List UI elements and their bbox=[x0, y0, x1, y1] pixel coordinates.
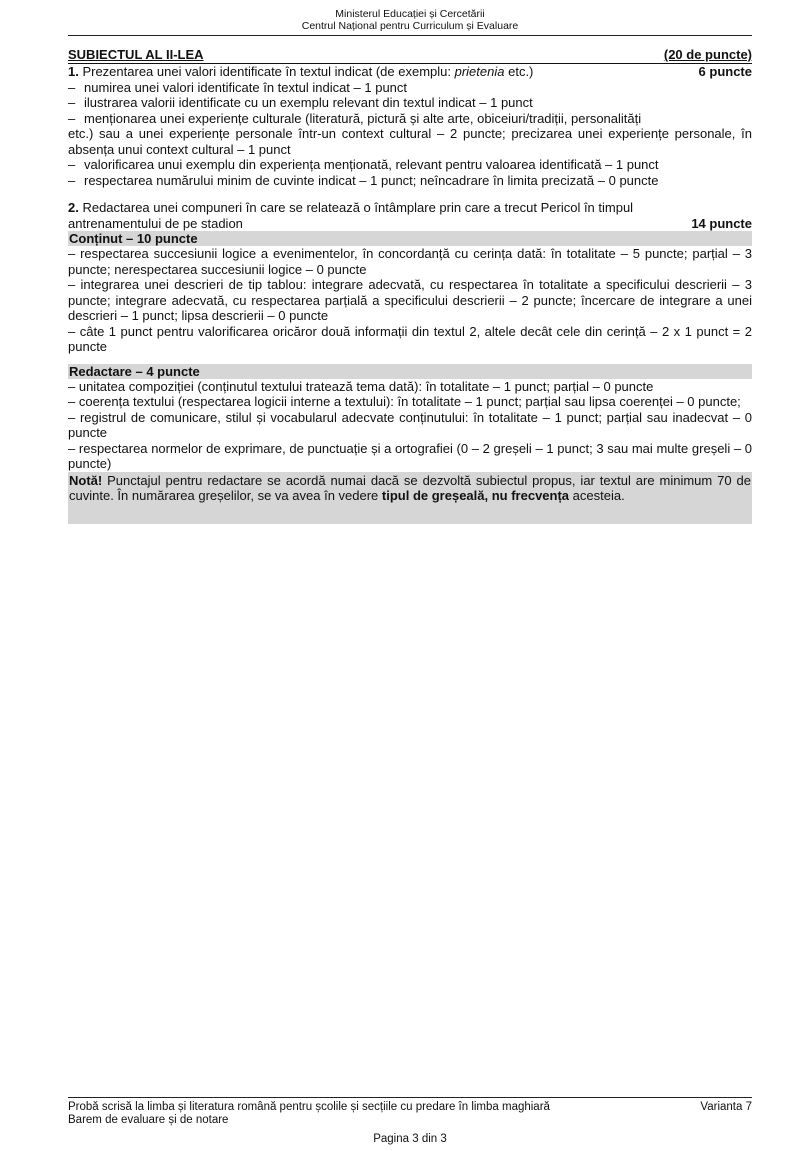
header-center: Centrul Național pentru Curriculum și Evaluare bbox=[301, 20, 519, 32]
item-1-bullet: – menționarea unei experiențe culturale (literatură, pictură și alte arte, obiceiuri/tradiții, personalități bbox=[68, 110, 642, 126]
note-box bbox=[68, 472, 752, 524]
item-2-number: 2. bbox=[68, 200, 79, 215]
subject-title: SUBIECTUL AL II-LEA bbox=[68, 47, 204, 62]
page-number: Pagina 3 din 3 bbox=[373, 1133, 447, 1145]
item-1-example: prietenia bbox=[454, 64, 505, 79]
redactare-criterion: – coerența textului (respectarea logicii interne a textului): în totalitate – 1 punct; parțial sau lipsa coerenței – 0 puncte; bbox=[68, 394, 741, 409]
header-divider bbox=[68, 35, 752, 36]
item-1 bbox=[68, 64, 752, 188]
item-1-text-b: etc.) bbox=[504, 64, 534, 79]
item-1-bullet: – respectarea numărului minim de cuvinte indicat – 1 punct; neîncadrare în limita precizată – 0 puncte bbox=[68, 172, 659, 188]
item-1-number: 1. bbox=[68, 64, 79, 79]
footer-divider bbox=[68, 1097, 752, 1098]
item-2-points: 14 puncte bbox=[691, 215, 752, 231]
redactare-criterion: – respectarea normelor de exprimare, de punctuație și a ortografiei (0 – 2 greșeli – 1 punct; 3 sau mai multe greșeli – 0 puncte) bbox=[68, 440, 752, 471]
continut-criterion: – integrarea unei descrieri de tip tablou: integrare adecvată, cu respectarea în totalitate a specificului descrierii – 3 puncte; integrare adecvată, cu respectarea parțială a specificului descrierii – 2 puncte; încercare de integrare a unei descrieri – 1 punct; lipsa descrierii – 0 puncte bbox=[68, 277, 752, 323]
redactare-criterion: – unitatea compoziției (conținutul textului tratează tema dată): în totalitate – 1 punct; parțial – 0 puncte bbox=[68, 378, 654, 394]
header-ministry: Ministerul Educației și Cercetării bbox=[335, 8, 485, 20]
continut-criterion: – respectarea succesiunii logice a evenimentelor, în concordanță cu cerința dată: în totalitate – 5 puncte; parțial – 3 puncte; nerespectarea succesiunii logice – 0 puncte bbox=[68, 246, 752, 277]
item-2-statement-line1: 2. Redactarea unei compuneri în care se relatează o întâmplare prin care a trecut Pericol în timpul bbox=[68, 200, 634, 215]
note-text-b: acesteia. bbox=[569, 488, 625, 503]
note-bold: tipul de greșeală, nu frecvența bbox=[381, 488, 570, 503]
item-2-statement-line2: antrenamentului de pe stadion 14 puncte bbox=[68, 215, 752, 231]
redactare-criterion: – registrul de comunicare, stilul și vocabularul adecvate conținutului: în totalitate – 1 punct; parțial sau inadecvat – 0 puncte bbox=[68, 409, 752, 440]
item-1-points: 6 puncte bbox=[698, 64, 752, 79]
item-2 bbox=[68, 200, 752, 524]
item-1-bullet: – valorificarea unui exemplu din experiența menționată, relevant pentru valoarea identificată – 1 punct bbox=[68, 157, 659, 172]
item-1-statement bbox=[68, 64, 752, 80]
note-text-a: Punctajul pentru redactare se acordă numai dacă se dezvoltă subiectul propus, iar textul are minimum 70 de cuvinte. În numărarea greșelilor, se va avea în vedere bbox=[69, 472, 751, 503]
item-1-bullet: – ilustrarea valorii identificate cu un exemplu relevant din textul indicat – 1 punct bbox=[68, 95, 533, 110]
page-footer bbox=[68, 1097, 752, 1146]
item-1-bullet: – numirea unei valori identificate în textul indicat – 1 punct bbox=[68, 79, 408, 95]
redactare-heading: Redactare – 4 puncte bbox=[68, 364, 752, 379]
footer-exam-name: Probă scrisă la limba și literatura română pentru școlile și secțiile cu predare în limba maghiară bbox=[68, 1101, 550, 1113]
note-label: Notă! bbox=[69, 472, 103, 488]
page-header bbox=[68, 0, 752, 32]
footer-variant: Varianta 7 bbox=[700, 1101, 752, 1113]
footer-doc-type: Barem de evaluare și de notare bbox=[68, 1114, 229, 1126]
subject-heading bbox=[68, 48, 752, 64]
item-1-bullet-continuation: etc.) sau a unei experiențe personale într-un context cultural – 2 puncte; precizarea unei experiențe personale, în absența unui context cultural – 1 punct bbox=[68, 126, 752, 157]
page bbox=[68, 0, 752, 524]
item-1-text-a: Prezentarea unei valori identificate în textul indicat (de exemplu: bbox=[78, 64, 455, 79]
continut-criterion: – câte 1 punct pentru valorificarea oricăror două informații din textul 2, altele decât cele din cerință – 2 x 1 punct = 2 puncte bbox=[68, 323, 752, 354]
continut-heading: Conținut – 10 puncte bbox=[68, 231, 752, 246]
subject-points: (20 de puncte) bbox=[663, 47, 752, 62]
